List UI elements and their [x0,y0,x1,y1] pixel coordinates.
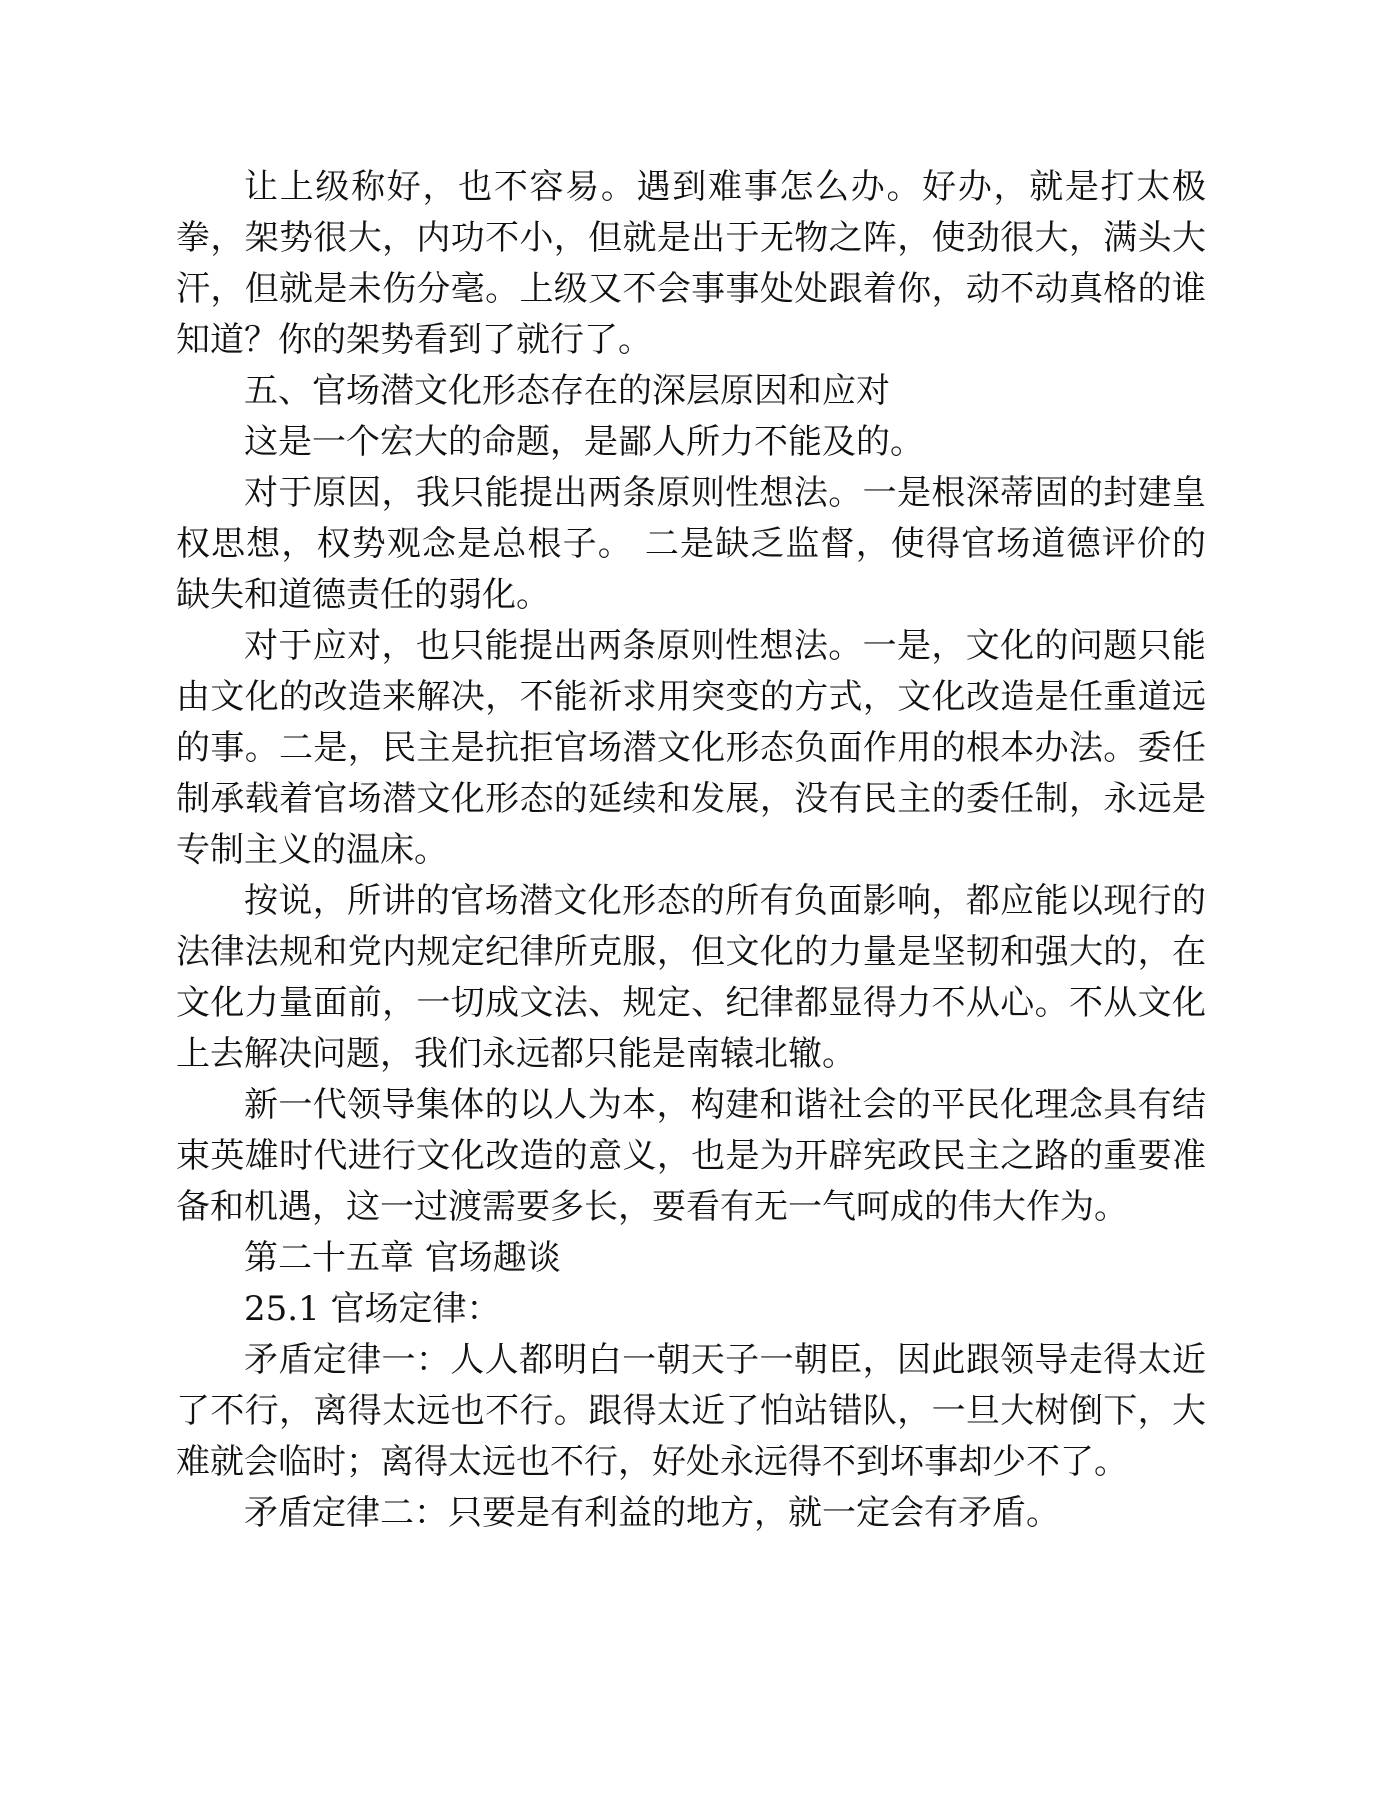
paragraph-contradiction-law-1: 矛盾定律一：人人都明白一朝天子一朝臣，因此跟领导走得太近了不行，离得太远也不行。跟得太近了怕站错队，一旦大树倒下，大难就会临时；离得太远也不行，好处永远得不到坏事却少不了。 [176,1340,1206,1482]
document-body [176,162,1206,1539]
paragraph-causes: 对于原因，我只能提出两条原则性想法。一是根深蒂固的封建皇权思想，权势观念是总根子。 二是缺乏监督，使得官场道德评价的缺失和道德责任的弱化。 [176,473,1206,615]
paragraph-grand-proposition: 这是一个宏大的命题，是鄙人所力不能及的。 [244,422,924,462]
paragraph-culture-power: 按说，所讲的官场潜文化形态的所有负面影响，都应能以现行的法律法规和党内规定纪律所克服，但文化的力量是坚韧和强大的，在文化力量面前，一切成文法、规定、纪律都显得力不从心。不从文化上去解决问题，我们永远都只能是南辕北辙。 [176,881,1206,1074]
paragraph-tai-chi: 让上级称好，也不容易。遇到难事怎么办。好办，就是打太极拳，架势很大，内功不小，但就是出于无物之阵，使劲很大，满头大汗，但就是未伤分毫。上级又不会事事处处跟着你，动不动真格的谁知道？你的架势看到了就行了。 [176,167,1206,360]
paragraph-new-leadership: 新一代领导集体的以人为本，构建和谐社会的平民化理念具有结束英雄时代进行文化改造的意义，也是为开辟宪政民主之路的重要准备和机遇，这一过渡需要多长，要看有无一气呵成的伟大作为。 [176,1085,1206,1227]
paragraph-contradiction-law-2: 矛盾定律二：只要是有利益的地方，就一定会有矛盾。 [244,1493,1060,1533]
chapter-heading-25: 第二十五章 官场趣谈 [244,1238,561,1278]
subsection-heading-25-1: 25.1 官场定律： [244,1289,501,1329]
section-heading-5: 五、官场潜文化形态存在的深层原因和应对 [244,371,890,411]
paragraph-responses: 对于应对，也只能提出两条原则性想法。一是，文化的问题只能由文化的改造来解决，不能祈求用突变的方式，文化改造是任重道远的事。二是，民主是抗拒官场潜文化形态负面作用的根本办法。委任制承载着官场潜文化形态的延续和发展，没有民主的委任制，永远是专制主义的温床。 [176,626,1206,870]
